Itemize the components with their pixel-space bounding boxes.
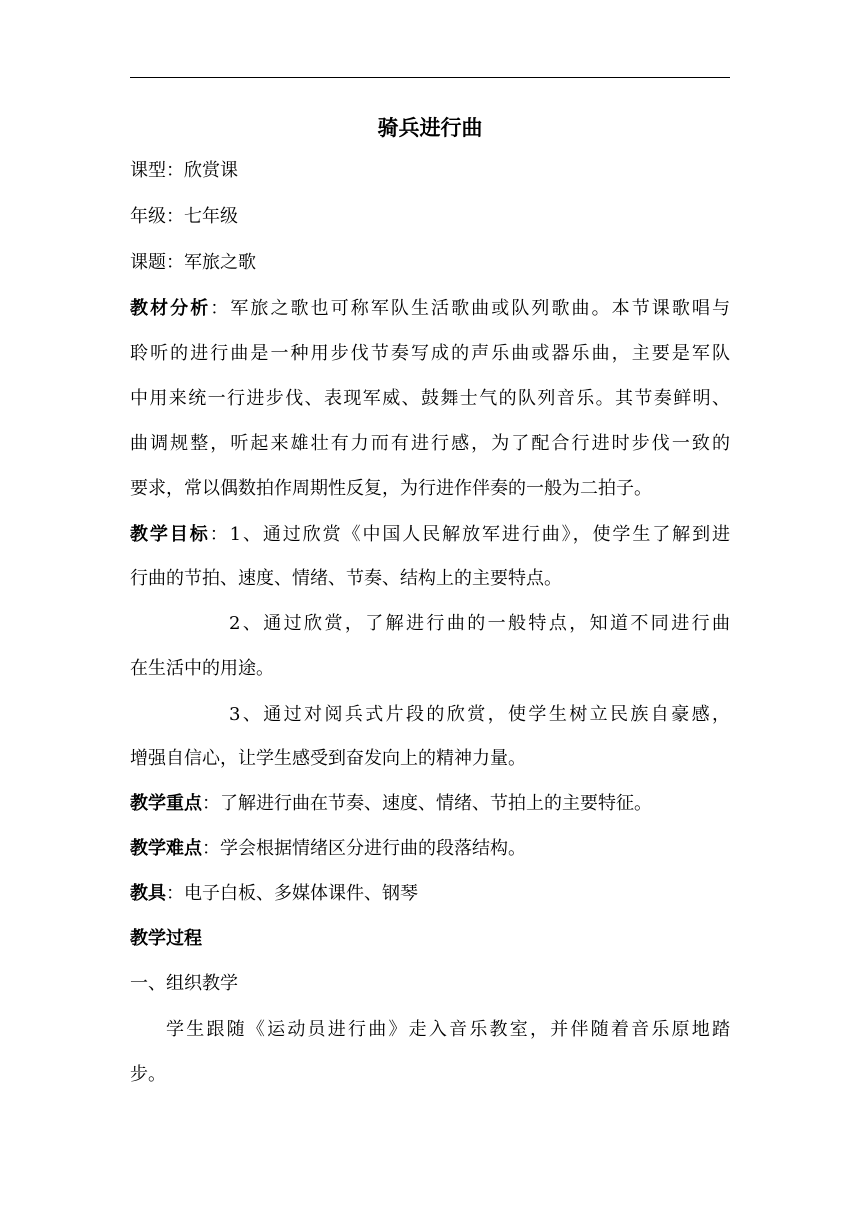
- goals-line-6: 增强自信心，让学生感受到奋发向上的精神力量。: [130, 748, 526, 769]
- tools-label: 教具: [130, 883, 166, 904]
- section1-line-2: 步。: [130, 1064, 166, 1085]
- topic-line: 课题：军旅之歌: [130, 252, 256, 273]
- process-heading: 教学过程: [130, 928, 202, 949]
- section1-line-1: 学生跟随《运动员进行曲》走入音乐教室，并伴随着音乐原地踏: [166, 1019, 730, 1040]
- section1-heading: 一、组织教学: [130, 973, 238, 994]
- page-title: 骑兵进行曲: [377, 116, 483, 140]
- goals-line-5: 3、通过对阅兵式片段的欣赏，使学生树立民族自豪感，: [229, 704, 730, 725]
- analysis-line-3: 中用来统一行进步伐、表现军威、鼓舞士气的队列音乐。其节奏鲜明、: [130, 388, 730, 409]
- goals-label: 教学目标: [130, 524, 210, 545]
- course-type-line: 课型：欣赏课: [130, 160, 238, 181]
- analysis-label: 教材分析: [130, 298, 211, 319]
- analysis-line-2: 聆听的进行曲是一种用步伐节奏写成的声乐曲或器乐曲，主要是军队: [130, 343, 730, 364]
- goals-line-3: 2、通过欣赏，了解进行曲的一般特点，知道不同进行曲: [229, 613, 730, 634]
- difficulty-label: 教学难点: [130, 838, 202, 859]
- analysis-line-4: 曲调规整，听起来雄壮有力而有进行感，为了配合行进时步伐一致的: [130, 433, 730, 454]
- analysis-line-5: 要求，常以偶数拍作周期性反复，为行进作伴奏的一般为二拍子。: [130, 478, 652, 499]
- goals-line-1: 教学目标：1、通过欣赏《中国人民解放军进行曲》，使学生了解到进: [130, 524, 731, 545]
- difficulty-line: 教学难点：学会根据情绪区分进行曲的段落结构。: [130, 838, 526, 859]
- analysis-line-1: 教材分析：军旅之歌也可称军队生活歌曲或队列歌曲。本节课歌唱与: [130, 298, 731, 319]
- tools-line: 教具：电子白板、多媒体课件、钢琴: [130, 883, 418, 904]
- grade-line: 年级：七年级: [130, 206, 238, 227]
- key-point-line: 教学重点：了解进行曲在节奏、速度、情绪、节拍上的主要特征。: [130, 793, 652, 814]
- header-rule: [130, 77, 730, 78]
- goals-line-2: 行曲的节拍、速度、情绪、节奏、结构上的主要特点。: [130, 568, 562, 589]
- key-point-label: 教学重点: [130, 793, 202, 814]
- goals-line-4: 在生活中的用途。: [130, 658, 274, 679]
